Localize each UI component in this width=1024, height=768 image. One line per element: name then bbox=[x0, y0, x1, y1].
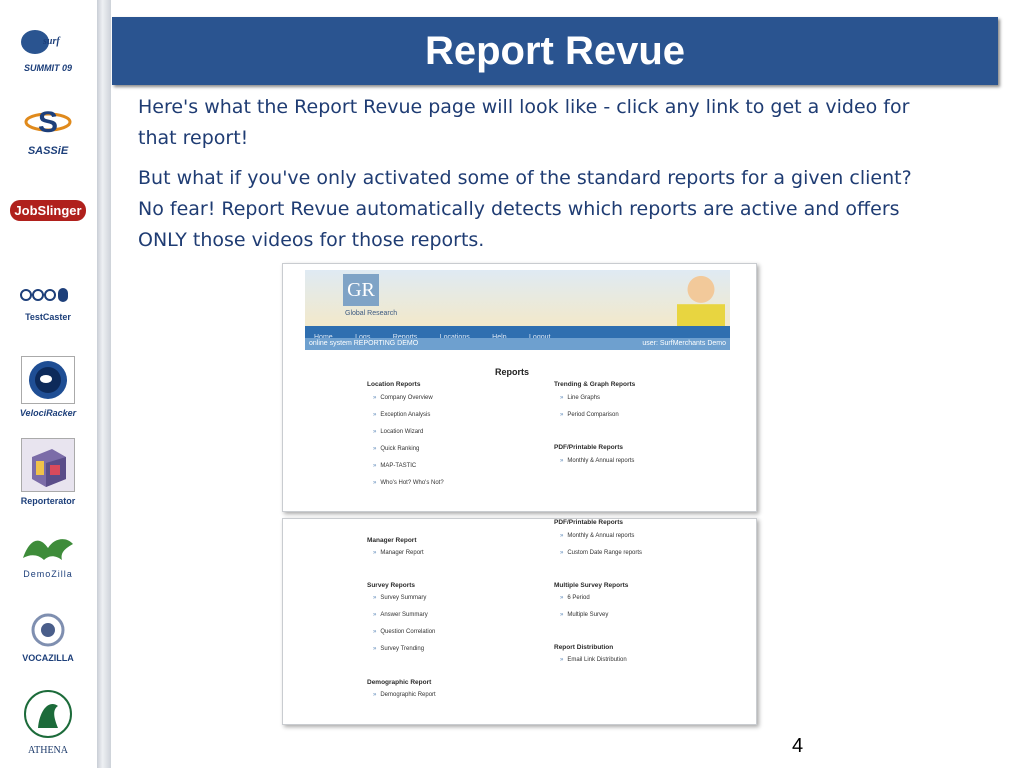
report-link[interactable]: » Survey Trending bbox=[373, 646, 424, 652]
jobslinger-logo: JobSlinger bbox=[0, 200, 96, 221]
report-link[interactable]: » Custom Date Range reports bbox=[560, 550, 642, 556]
paragraph-2: But what if you've only activated some of the standard reports for a given client? No fear! Report Revue automatically detects which reports are active and offers ONLY those videos for those reports. bbox=[138, 167, 912, 251]
report-link[interactable]: » Question Correlation bbox=[373, 629, 435, 635]
slide-title: Report Revue bbox=[424, 29, 686, 73]
trending-reports-title: Trending & Graph Reports bbox=[554, 381, 636, 388]
report-link[interactable]: » Monthly & Annual reports bbox=[560, 458, 634, 464]
reports-heading: Reports bbox=[495, 367, 530, 377]
report-link[interactable]: » Manager Report bbox=[373, 550, 424, 556]
surf-wave-icon bbox=[13, 28, 83, 58]
gr-logo-subtitle: Global Research bbox=[345, 310, 398, 317]
svg-text:surf: surf bbox=[43, 36, 60, 47]
demozilla-logo: DemoZilla bbox=[0, 530, 96, 579]
site-banner bbox=[305, 270, 730, 328]
report-link[interactable]: » Multiple Survey bbox=[560, 612, 608, 618]
report-link[interactable]: » Survey Summary bbox=[373, 595, 426, 601]
manager-report-title: Manager Report bbox=[367, 537, 417, 544]
report-screenshot-top[interactable] bbox=[282, 263, 757, 512]
report-link[interactable]: » Line Graphs bbox=[560, 395, 600, 401]
pdf-reports-title-2: PDF/Printable Reports bbox=[554, 519, 623, 526]
report-link[interactable]: » Monthly & Annual reports bbox=[560, 533, 634, 539]
body-text bbox=[138, 92, 918, 265]
svg-text:S: S bbox=[38, 106, 59, 139]
report-link[interactable]: » Exception Analysis bbox=[373, 412, 430, 418]
report-link[interactable]: » Demographic Report bbox=[373, 692, 436, 698]
report-link[interactable]: » Location Wizard bbox=[373, 429, 423, 435]
reporterator-logo: Reporterator bbox=[0, 438, 96, 506]
page-number: 4 bbox=[792, 735, 804, 757]
report-screenshot-bottom[interactable] bbox=[282, 518, 757, 725]
surf-merchants-logo: surf SUMMIT 09 bbox=[0, 28, 96, 73]
report-link[interactable]: » Email Link Distribution bbox=[560, 657, 627, 663]
paragraph-1: Here's what the Report Revue page will look like - click any link to get a video for that report! bbox=[138, 96, 910, 149]
title-bar bbox=[112, 17, 998, 85]
report-link[interactable]: » Company Overview bbox=[373, 395, 433, 401]
velociracker-logo: VelociRacker bbox=[0, 356, 96, 418]
site-nav bbox=[305, 326, 730, 338]
distribution-title: Report Distribution bbox=[554, 644, 614, 651]
sassie-s-icon bbox=[23, 104, 73, 140]
survey-reports-title: Survey Reports bbox=[367, 582, 416, 589]
sidebar-divider bbox=[97, 0, 111, 768]
report-link[interactable]: » Period Comparison bbox=[560, 412, 619, 418]
person-photo bbox=[677, 272, 725, 330]
testcaster-icon bbox=[18, 283, 78, 307]
testcaster-logo: TestCaster bbox=[0, 283, 96, 322]
athena-logo: ATHENA bbox=[0, 688, 96, 756]
dragon-icon bbox=[18, 530, 78, 564]
report-link[interactable]: » Who's Hot? Who's Not? bbox=[373, 480, 444, 486]
report-link[interactable]: » MAP-TASTIC bbox=[373, 463, 416, 469]
demographic-title: Demographic Report bbox=[367, 679, 432, 686]
vocazilla-logo: VOCAZILLA bbox=[0, 612, 96, 663]
location-reports-title: Location Reports bbox=[367, 381, 421, 388]
report-link[interactable]: » 6 Period bbox=[560, 595, 590, 601]
pdf-reports-title: PDF/Printable Reports bbox=[554, 444, 623, 451]
sassie-logo: S SASSiE bbox=[0, 104, 96, 157]
report-link[interactable]: » Quick Ranking bbox=[373, 446, 419, 452]
report-link[interactable]: » Answer Summary bbox=[373, 612, 428, 618]
gr-logo: GR bbox=[343, 274, 379, 306]
reporterator-cube-icon bbox=[21, 438, 75, 492]
multiple-survey-title: Multiple Survey Reports bbox=[554, 582, 629, 589]
sidebar bbox=[0, 0, 96, 768]
athena-medallion-icon bbox=[22, 688, 74, 740]
vocazilla-icon bbox=[23, 612, 73, 648]
velociracker-icon bbox=[21, 356, 75, 404]
site-subbar: online system REPORTING DEMO user: SurfMerchants Demo bbox=[305, 338, 730, 350]
